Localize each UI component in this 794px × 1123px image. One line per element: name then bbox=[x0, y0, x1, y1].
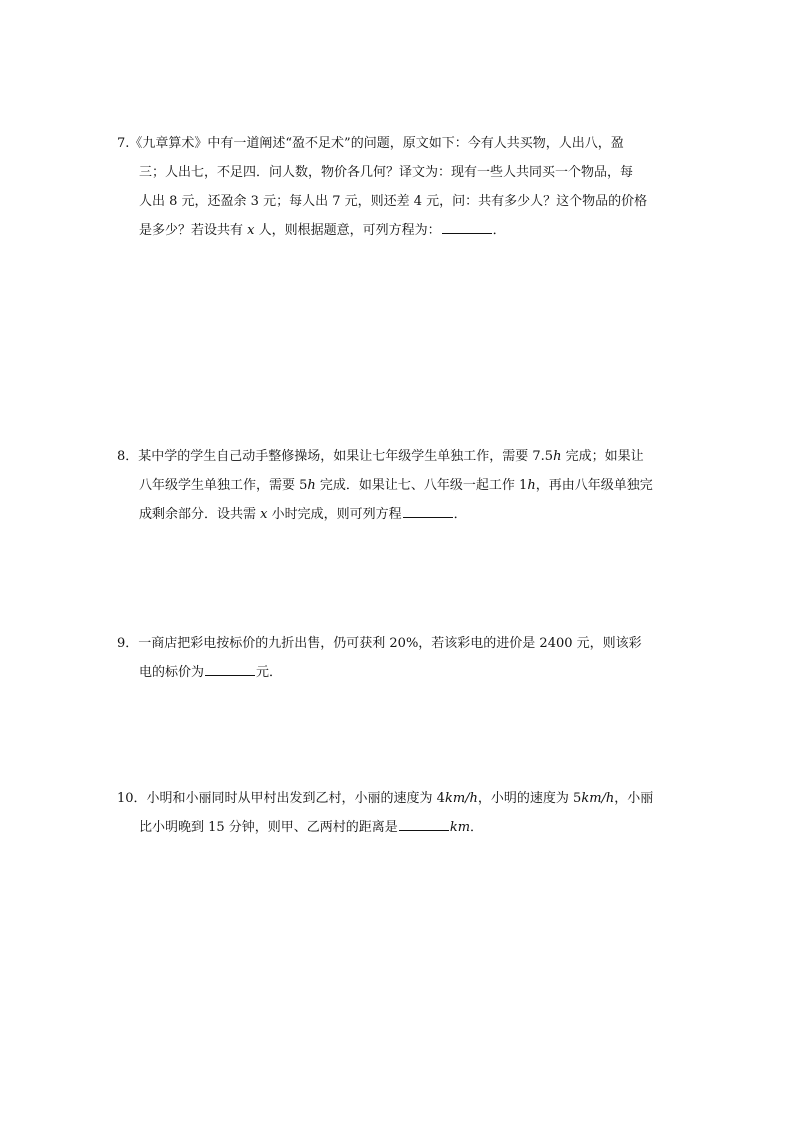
unit-km-per-h: km/h bbox=[444, 791, 478, 806]
question-9-text: 元． bbox=[256, 665, 283, 680]
question-10-text: 10．小明和小丽同时从甲村出发到乙村，小丽的速度为 4 bbox=[117, 791, 445, 806]
question-9-line-2 bbox=[117, 658, 682, 687]
question-8-text: 小时完成，则可列方程 bbox=[267, 507, 402, 522]
question-8-text: 完成；如果让 bbox=[561, 449, 644, 464]
question-8-text: 完成．如果让七、八年级一起工作 1 bbox=[315, 478, 528, 493]
answer-blank-8[interactable] bbox=[403, 503, 453, 518]
question-7-text: 人，则根据题意，可列方程为： bbox=[254, 223, 441, 238]
answer-blank-7[interactable] bbox=[442, 219, 492, 234]
question-10-text: 比小明晚到 15 分钟，则甲、乙两村的距离是 bbox=[139, 820, 398, 835]
question-10-line-1 bbox=[117, 784, 682, 813]
question-7 bbox=[117, 129, 682, 245]
question-8-text: ，再由八年级单独完 bbox=[535, 478, 653, 493]
question-9 bbox=[117, 629, 682, 687]
unit-h: h bbox=[527, 478, 536, 493]
question-10-line-2 bbox=[117, 813, 682, 842]
variable-x: x bbox=[247, 223, 255, 238]
question-7-text: 7.《九章算术》中有一道阐述“盈不足术”的问题，原文如下：今有人共买物，人出八，盈 bbox=[117, 136, 624, 151]
question-8-text: ． bbox=[453, 507, 467, 522]
question-9-text: 电的标价为 bbox=[139, 665, 205, 680]
question-9-text: 9．一商店把彩电按标价的九折出售，仍可获利 20%，若该彩电的进价是 2400 元，则该彩 bbox=[117, 636, 642, 651]
question-9-line-1 bbox=[117, 629, 682, 658]
answer-blank-10[interactable] bbox=[399, 816, 449, 831]
unit-km-per-h: km/h bbox=[581, 791, 615, 806]
question-8 bbox=[117, 442, 682, 529]
unit-h: h bbox=[553, 449, 562, 464]
question-7-text: 人出 8 元，还盈余 3 元；每人出 7 元，则还差 4 元，问：共有多少人？这个物品的价格 bbox=[139, 194, 648, 209]
question-7-line-3 bbox=[117, 187, 682, 216]
question-7-line-4 bbox=[117, 216, 682, 245]
question-7-line-1 bbox=[117, 129, 682, 158]
question-10-text: ，小明的速度为 5 bbox=[477, 791, 582, 806]
question-8-line-1 bbox=[117, 442, 682, 471]
answer-blank-9[interactable] bbox=[205, 661, 255, 676]
question-7-text: ． bbox=[492, 223, 506, 238]
question-8-text: 八年级学生单独工作，需要 5 bbox=[139, 478, 308, 493]
question-8-line-2 bbox=[117, 471, 682, 500]
question-7-text: 三；人出七，不足四．问人数，物价各几何？译文为：现有一些人共同买一个物品，每 bbox=[139, 165, 634, 180]
question-10-text: ，小丽 bbox=[614, 791, 654, 806]
question-7-text: 是多少？若设共有 bbox=[139, 223, 248, 238]
question-10-text: ． bbox=[470, 820, 484, 835]
question-8-line-3 bbox=[117, 500, 682, 529]
variable-x: x bbox=[260, 507, 268, 522]
question-8-text: 成剩余部分．设共需 bbox=[139, 507, 261, 522]
question-7-line-2 bbox=[117, 158, 682, 187]
question-8-text: 8．某中学的学生自己动手整修操场，如果让七年级学生单独工作，需要 7.5 bbox=[117, 449, 554, 464]
unit-h: h bbox=[307, 478, 316, 493]
question-10 bbox=[117, 784, 682, 842]
unit-km: km bbox=[449, 820, 471, 835]
